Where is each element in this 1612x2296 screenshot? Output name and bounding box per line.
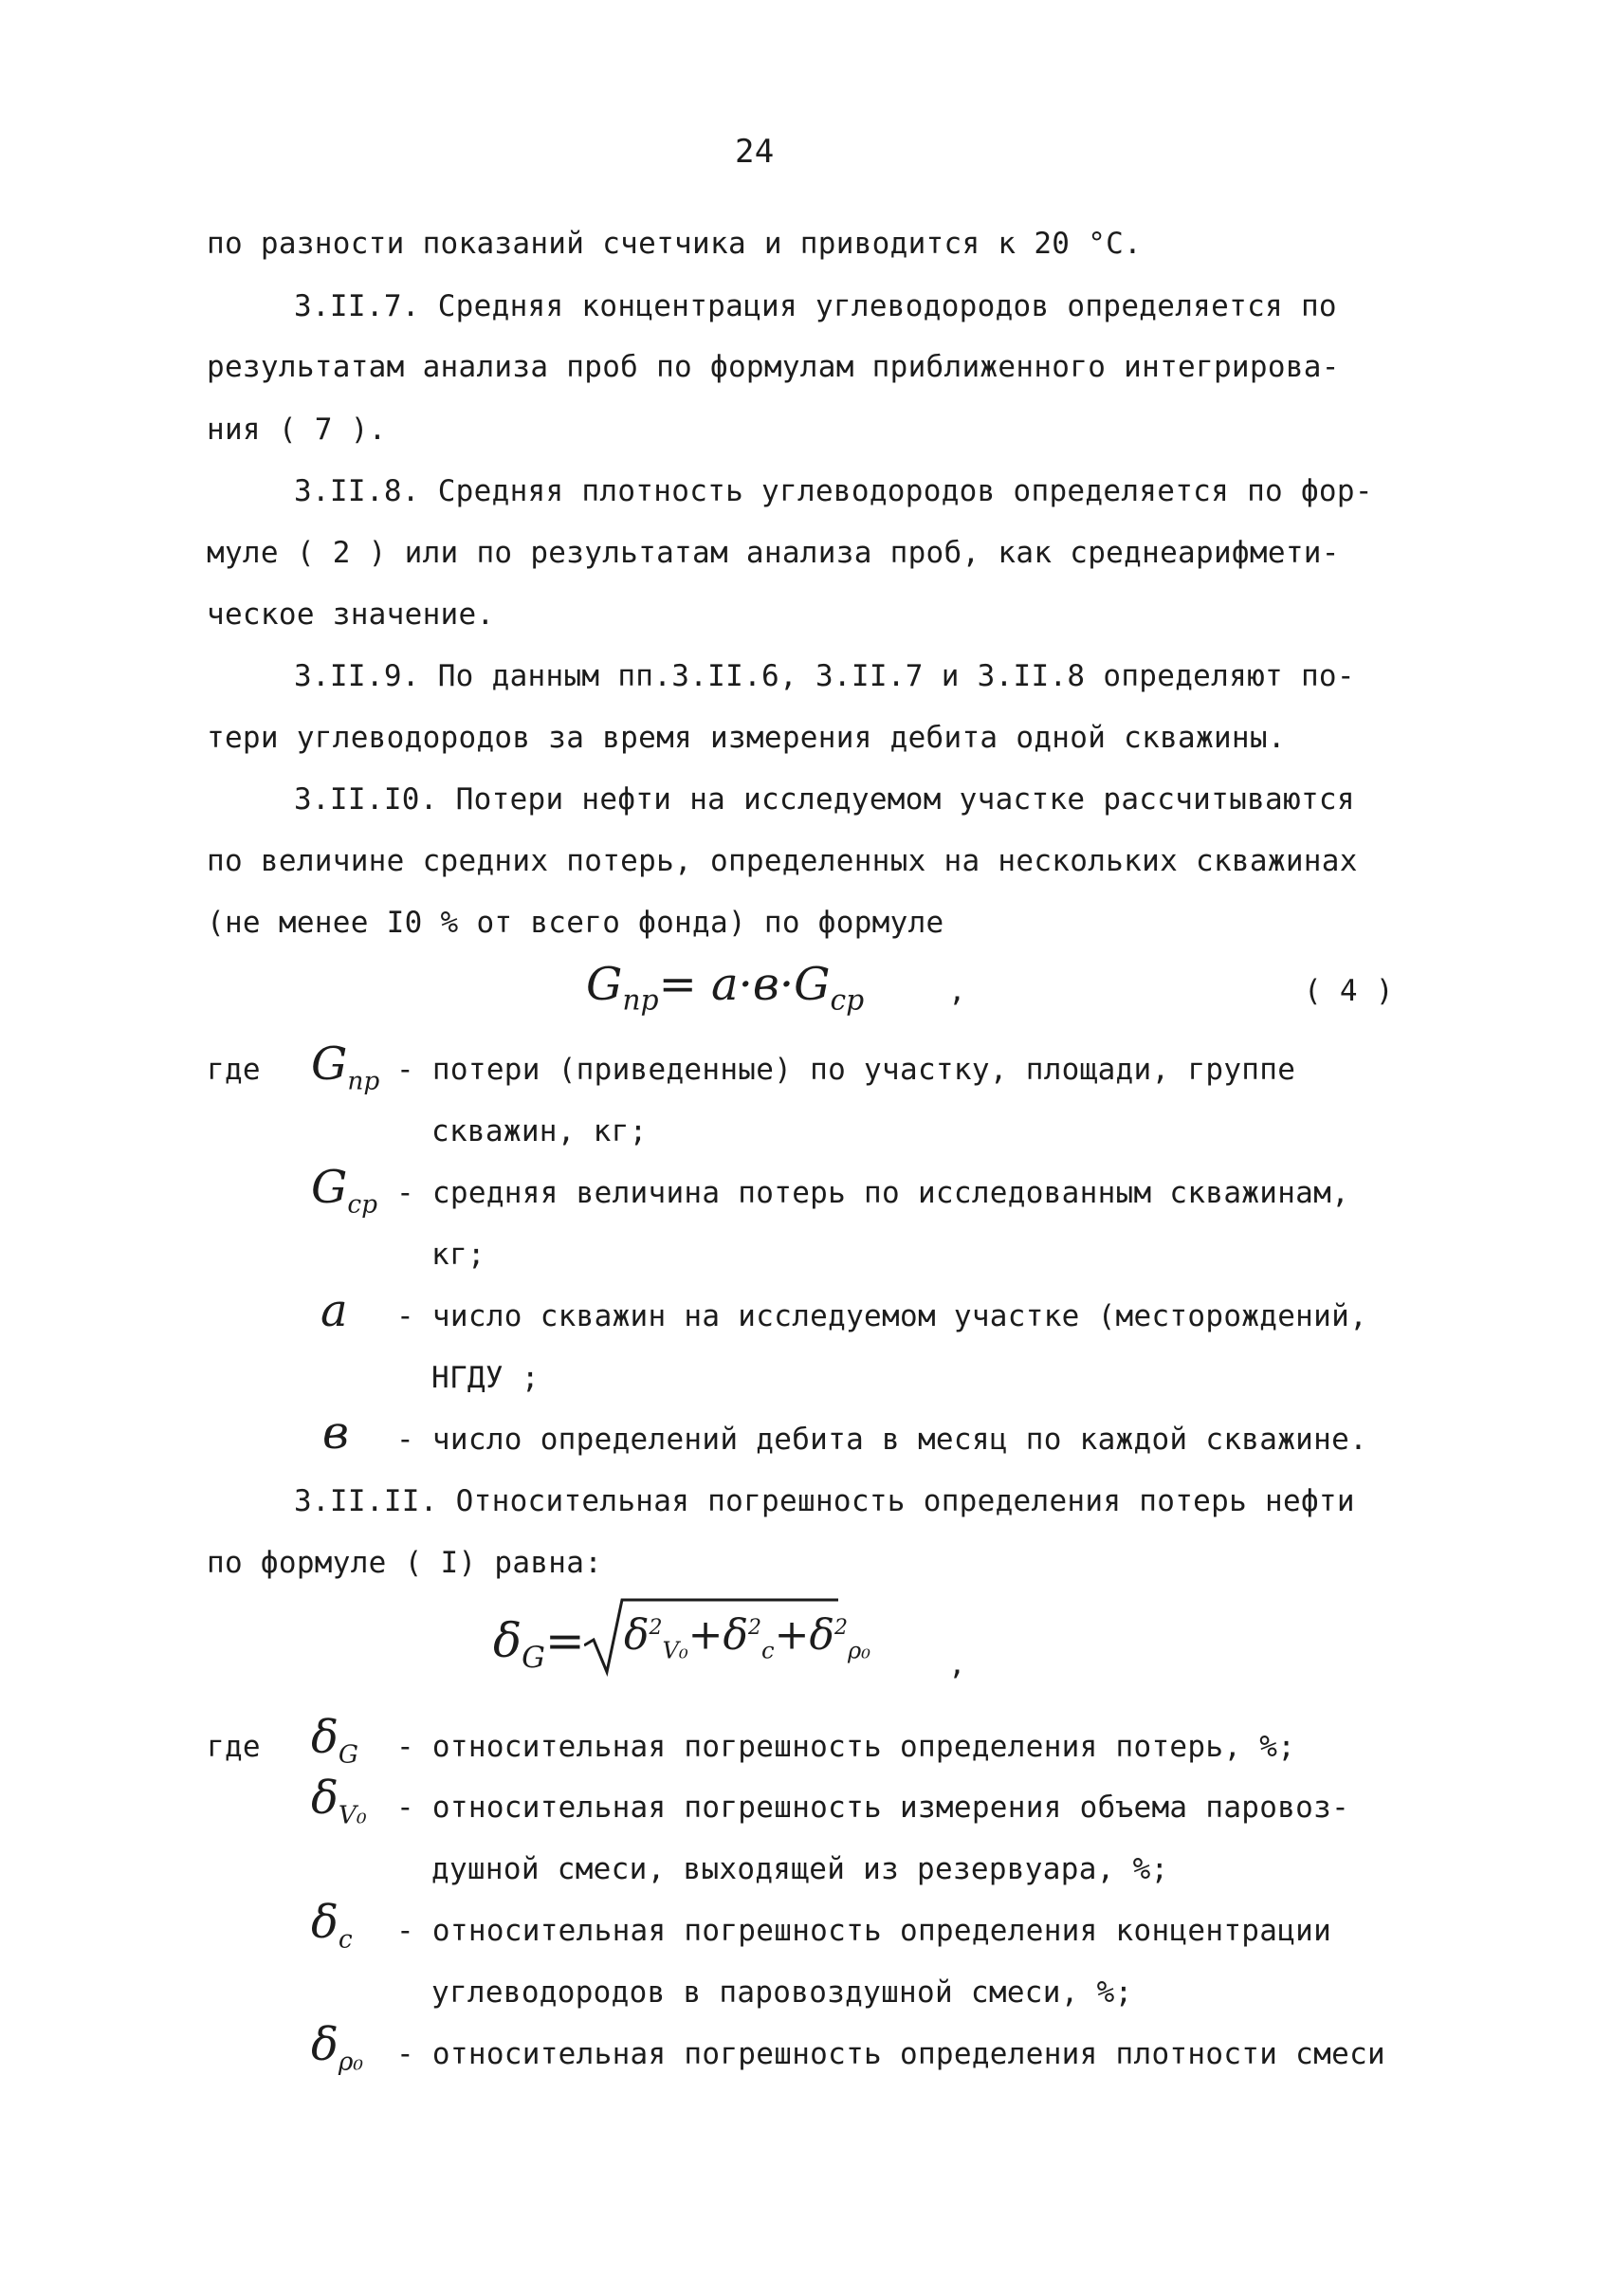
formula-delta-radicand: $\delta^2_{V_0}+\delta^2_c+\delta^2_{\rho_0}$ xyxy=(624,1610,870,1664)
symbol-v: в xyxy=(322,1406,349,1460)
paragraph-3-11-9-line1: 3.II.9. По данным пп.3.II.6, 3.II.7 и 3.II.8 определяют по- xyxy=(294,659,1355,693)
definition-line: душной смеси, выходящей из резервуара, %; xyxy=(431,1852,1169,1886)
definition-line: - относительная погрешность определения концентрации xyxy=(396,1914,1332,1948)
text-line: ческое значение. xyxy=(207,597,495,632)
symbol-G-sr: $G_{ср}$ xyxy=(311,1161,378,1220)
definition-line: - относительная погрешность измерения объема паровоз- xyxy=(396,1791,1350,1825)
symbol-G-pr: $G_{пр}$ xyxy=(311,1038,380,1096)
formula-4: $G_{пр}= a\cdot в\cdot G_{ср}$ xyxy=(586,958,865,1018)
paragraph-3-11-8-line1: 3.II.8. Средняя плотность углеводородов определяется по фор- xyxy=(294,474,1373,508)
where-label: где xyxy=(207,1053,261,1087)
paragraph-3-11-7-line1: 3.II.7. Средняя концентрация углеводородов определяется по xyxy=(294,289,1337,323)
paragraph-3-11-11-line2: по формуле ( I) равна: xyxy=(207,1546,603,1580)
formula-delta-lhs: $\delta_G=$ xyxy=(493,1613,585,1675)
symbol-a: a xyxy=(321,1284,348,1337)
symbol-delta-c: $\delta_c$ xyxy=(311,1896,353,1955)
paragraph-3-11-10-line1: 3.II.I0. Потери нефти на исследуемом участке рассчитываются xyxy=(294,782,1355,817)
where-label: где xyxy=(207,1730,261,1764)
definition-line: - средняя величина потерь по исследованным скважинам, xyxy=(396,1176,1350,1210)
definition-line: - относительная погрешность определения плотности смеси xyxy=(396,2037,1385,2071)
definition-line: кг; xyxy=(431,1238,485,1272)
definition-line: скважин, кг; xyxy=(431,1114,648,1148)
formula-4-number: ( 4 ) xyxy=(1304,974,1394,1008)
text-line: по величине средних потерь, определенных на нескольких скважинах xyxy=(207,844,1358,878)
formula-delta-comma: , xyxy=(948,1647,966,1681)
definition-line: НГДУ ; xyxy=(431,1361,540,1395)
text-line: (не менее I0 % от всего фонда) по формуле xyxy=(207,906,944,940)
paragraph-3-11-11-line1: 3.II.II. Относительная погрешность определения потерь нефти xyxy=(294,1484,1355,1518)
symbol-delta-V0: $\delta_{V_0}$ xyxy=(311,1772,367,1830)
definition-line: углеводородов в паровоздушной смеси, %; xyxy=(431,1975,1133,2010)
formula-delta-radical xyxy=(584,1596,870,1677)
definition-line: - число скважин на исследуемом участке (месторождений, xyxy=(396,1299,1368,1333)
text-line: ния ( 7 ). xyxy=(207,413,387,447)
text-line: по разности показаний счетчика и приводится к 20 °С. xyxy=(207,227,1143,261)
definition-line: - потери (приведенные) по участку, площади, группе xyxy=(396,1053,1296,1087)
text-line: муле ( 2 ) или по результатам анализа проб, как среднеарифмети- xyxy=(207,536,1340,570)
formula-4-comma: , xyxy=(948,974,966,1008)
symbol-delta-G: $\delta_G$ xyxy=(311,1711,358,1770)
definition-line: - относительная погрешность определения потерь, %; xyxy=(396,1730,1296,1764)
text-line: результатам анализа проб по формулам приближенного интегрирова- xyxy=(207,350,1340,384)
definition-line: - число определений дебита в месяц по каждой скважине. xyxy=(396,1423,1368,1457)
page-number: 24 xyxy=(735,133,775,171)
symbol-delta-rho0: $\delta_{\rho_0}$ xyxy=(311,2018,364,2077)
text-line: тери углеводородов за время измерения дебита одной скважины. xyxy=(207,721,1286,755)
